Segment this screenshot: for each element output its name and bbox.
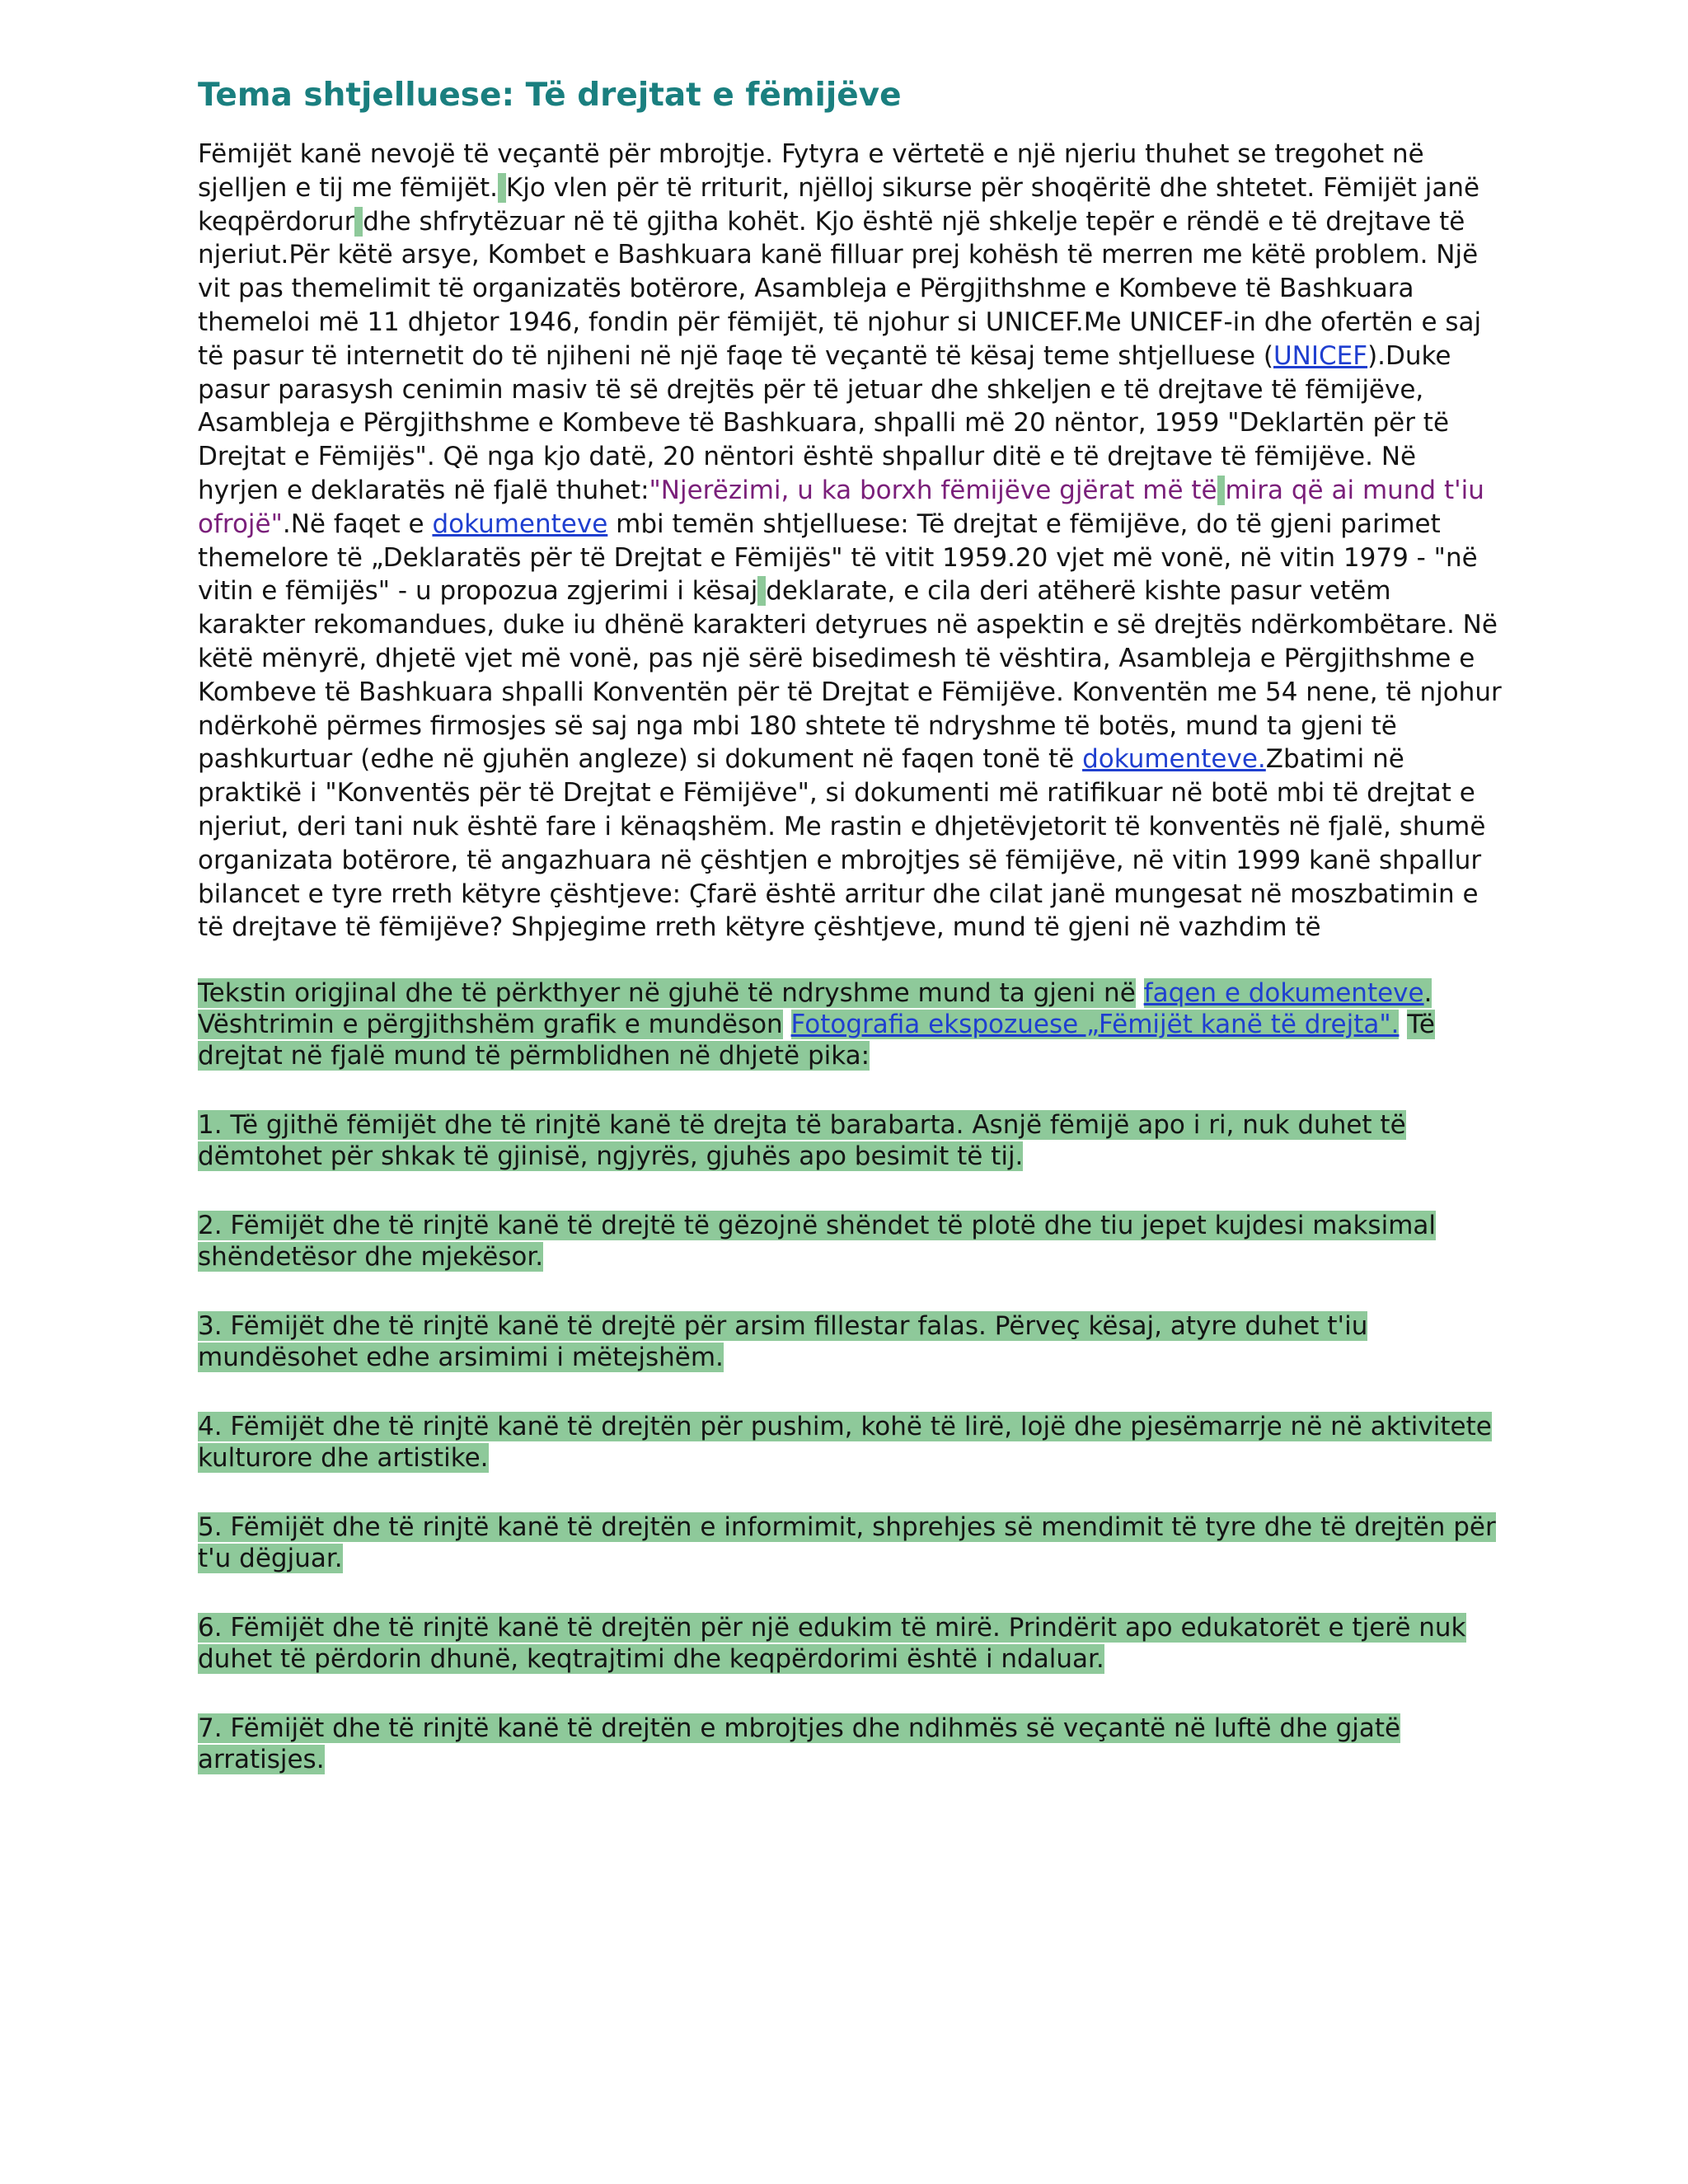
body-text: dhe shfrytëzuar në të gjitha kohët. Kjo është një shkelje tepër e rëndë e të drejtave të njeriut.Për këtë arsye, Kombet e Bashkuara kanë filluar prej kohësh të merren me këtë problem. Një vit pas themelimit të organizatës botërore, Asambleja e Përgjithshme e Kombeve të Bashkuara themeloi më 11 dhjetor 1946, fondin për fëmijët, të njohur si UNICEF.Me UNICEF-in dhe ofertën e saj të pasur të internetit do të njiheni në një faqe të veçantë të kësaj teme shtjelluese (: [198, 206, 1482, 371]
photo-exhibit-link[interactable]: Fotografia ekspozuese „Fëmijët kanë të drejta".: [790, 1010, 1400, 1040]
highlight-mark: [354, 207, 363, 237]
body-text: Fëmijët kanë nevojë të veçantë për mbrojtje. Fytyra e vërtetë e një njeriu thuhet se tregohet në sjelljen e tij me fëmijët.: [198, 139, 1424, 203]
list-item: [198, 1109, 1504, 1172]
list-item-text: 2. Fëmijët dhe të rinjtë kanë të drejtë të gëzojnë shëndet të plotë dhe tiu jepet kujdesi maksimal shëndetësor dhe mjekësor.: [198, 1211, 1437, 1272]
body-text: .Në faqet e: [282, 509, 424, 539]
body-text: Kjo vlen për të rriturit, njëlloj sikurse për shoqëritë dhe shtetet. Fëmijët janë keqpërdorur: [198, 172, 1480, 237]
declaration-quote: "Njerëzimi, u ka borxh fëmijëve gjërat më të: [649, 475, 1217, 505]
list-item: [198, 1511, 1504, 1574]
list-item: [198, 1310, 1504, 1373]
body-text: themelore të „Deklaratës për të Drejtat e Fëmijës" të vitit 1959.20 vjet më vonë, në vitin 1979 - "në vitin e fëmijës" - u propozua zgjerimi i kësaj: [198, 542, 1478, 607]
unicef-link[interactable]: UNICEF: [1273, 340, 1368, 371]
document-page: [198, 66, 1504, 1775]
highlight-mark: [498, 173, 506, 203]
list-item: [198, 1713, 1504, 1775]
documents-page-link[interactable]: faqen e dokumenteve: [1143, 978, 1424, 1009]
highlight-mark: [757, 576, 766, 606]
list-item-text: 5. Fëmijët dhe të rinjtë kanë të drejtën e informimit, shprehjes së mendimit të tyre dhe të drejtën për t'u dëgjuar.: [198, 1512, 1496, 1574]
list-item-text: 3. Fëmijët dhe të rinjtë kanë të drejtë për arsim fillestar falas. Përveç kësaj, atyre duhet t'iu mundësohet edhe arsimimi i mëtejshëm.: [198, 1311, 1368, 1373]
list-item: [198, 1210, 1504, 1272]
body-text: Zbatimi në praktikë i "Konventës për të Drejtat e Fëmijëve", si dokumenti më ratifikuar në botë mbi të drejtat e njeriut, deri tani nuk është fare i kënaqshëm. Me rastin e dhjetëvjetorit të konventës në fjalë, shumë organizata botërore, të angazhuara në çështjen e mbrojtjes së fëmijëve, në vitin 1999 kanë shpallur bilancet e tyre rreth këtyre çështjeve: Çfarë është arritur dhe cilat janë mungesat në moszbatimin e të drejtave të fëmijëve? Shpjegime rreth këtyre çështjeve, mund të gjeni në vazhdim të: [198, 744, 1486, 943]
highlighted-text: . Vështrimin e përgjithshëm grafik e mundëson: [198, 978, 1432, 1040]
highlighted-text: Të drejtat në fjalë mund të përmblidhen në dhjetë pika:: [198, 1010, 1435, 1071]
body-text: ).Duke pasur parasysh cenimin masiv të së drejtës për të jetuar dhe shkeljen e të drejtave të fëmijëve, Asambleja e Përgjithshme e Kombeve të Bashkuara, shpalli më 20 nëntor, 1959 "Deklartën për të Drejtat e Fëmijës". Që nga kjo datë, 20 nëntori është shpallur ditë e të drejtave të fëmijëve. Në hyrjen e deklaratës në fjalë thuhet:: [198, 340, 1451, 505]
list-item-text: 4. Fëmijët dhe të rinjtë kanë të drejtën për pushim, kohë të lirë, lojë dhe pjesëmarrje në në aktivitete kulturore dhe artistike.: [198, 1412, 1492, 1474]
body-text: mbi temën shtjelluese: Të drejtat e fëmijëve, do të gjeni parimet: [616, 509, 1441, 539]
list-item-text: 7. Fëmijët dhe të rinjtë kanë të drejtën e mbrojtjes dhe ndihmës së veçantë në luftë dhe gjatë arratisjes.: [198, 1713, 1401, 1775]
highlight-mark: [1217, 476, 1226, 505]
documents-link[interactable]: dokumenteve.: [1082, 744, 1266, 775]
list-item-text: 1. Të gjithë fëmijët dhe të rinjtë kanë të drejta të barabarta. Asnjë fëmijë apo i ri, nuk duhet të dëmtohet për shkak të gjinisë, ngjyrës, gjuhës apo besimit të tij.: [198, 1110, 1406, 1172]
documents-link[interactable]: dokumenteve: [432, 509, 608, 539]
list-item-text: 6. Fëmijët dhe të rinjtë kanë të drejtën për një edukim të mirë. Prindërit apo edukatorët e tjerë nuk duhet të përdorin dhunë, keqtrajtimi dhe keqpërdorimi është i ndaluar.: [198, 1613, 1466, 1675]
list-item: [198, 1411, 1504, 1474]
rights-list: [198, 1109, 1504, 1775]
intro-paragraph: [198, 138, 1504, 944]
list-item: [198, 1612, 1504, 1675]
body-text: deklarate, e cila deri atëherë kishte pasur vetëm karakter rekomandues, duke iu dhënë karakteri detyrues në aspektin e së drejtës ndërkombëtare. Në këtë mënyrë, dhjetë vjet më vonë, pas një sërë bisedimesh të vështira, Asambleja e Përgjithshme e Kombeve të Bashkuara shpalli Konventën për të Drejtat e Fëmijëve. Konventën me 54 nene, të njohur ndërkohë përmes firmosjes së saj nga mbi 180 shtete të ndryshme të botës, mund ta gjeni të pashkurtuar (edhe në gjuhën angleze) si dokument në faqen tonë të: [198, 576, 1502, 775]
declaration-quote: mira që ai mund t'iu ofrojë": [198, 475, 1484, 539]
highlighted-intro: [198, 977, 1504, 1071]
highlighted-text: Tekstin origjinal dhe të përkthyer në gjuhë të ndryshme mund ta gjeni në: [198, 978, 1136, 1009]
page-title: Tema shtjelluese: Të drejtat e fëmijëve: [198, 77, 902, 114]
